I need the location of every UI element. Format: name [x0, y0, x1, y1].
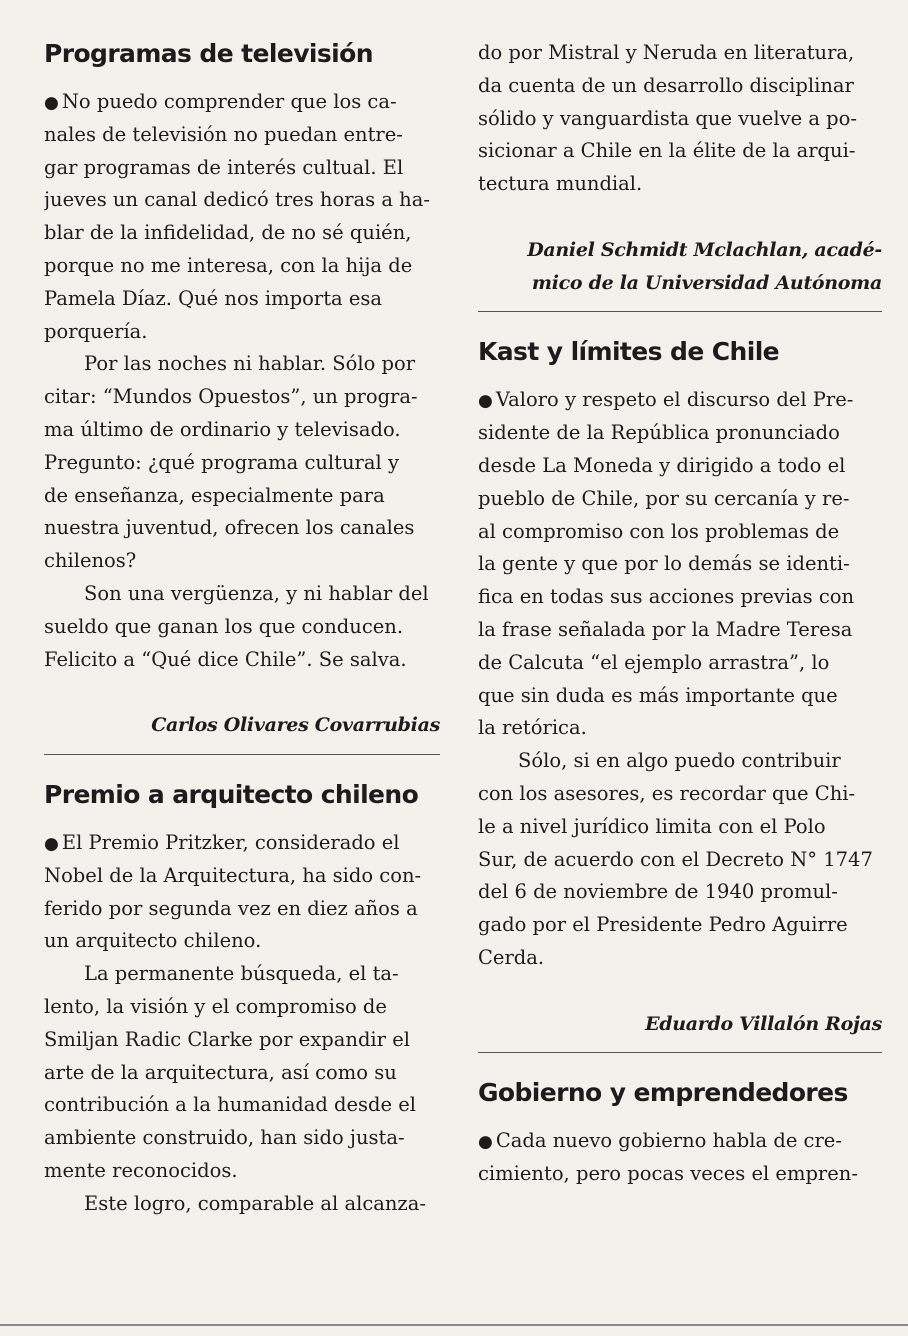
signature-kast: Eduardo Villalón Rojas: [645, 1012, 882, 1035]
article-line: La permanente búsqueda, el ta-: [84, 962, 399, 986]
article-line: arte de la arquitectura, así como su: [44, 1060, 397, 1084]
article-line: le a nivel jurídico limita con el Polo: [478, 814, 826, 838]
article-heading-architect: Premio a arquitecto chileno: [44, 779, 419, 809]
article-line: la frase señalada por la Madre Teresa: [478, 617, 853, 641]
signature-architect-line1: Daniel Schmidt Mclachlan, acadé-: [527, 238, 882, 261]
article-line: Felicito a “Qué dice Chile”. Se salva.: [44, 647, 407, 671]
spacer: [44, 676, 440, 709]
article-line: Cerda.: [478, 945, 545, 969]
article-heading-tv: Programas de televisión: [44, 39, 373, 68]
article-line: mente reconocidos.: [44, 1158, 238, 1182]
bullet-icon: ●: [478, 1132, 493, 1153]
article-line: porquería.: [44, 319, 148, 343]
article-line: contribución a la humanidad desde el: [44, 1093, 417, 1117]
article-line: gado por el Presidente Pedro Aguirre: [478, 913, 848, 937]
article-body-architect-continued: [478, 22, 882, 201]
article-line: de enseñanza, especialmente para: [44, 483, 385, 507]
article-line: jueves un canal dedicó tres horas a ha-: [44, 188, 430, 212]
article-line: ● El Premio Pritzker, considerado el: [44, 830, 400, 854]
article-line: Sur, de acuerdo con el Decreto N° 1747: [478, 847, 873, 871]
article-line: un arquitecto chileno.: [44, 929, 262, 953]
article-line: con los asesores, es recordar que Chi-: [478, 781, 856, 805]
article-line: Son una vergüenza, y ni hablar del: [84, 581, 429, 605]
article-line: blar de la infidelidad, de no sé quién,: [44, 221, 412, 245]
divider: [44, 754, 440, 755]
bullet-icon: ●: [44, 93, 59, 113]
article-body-architect: [44, 827, 440, 1221]
article-line: citar: “Mundos Opuestos”, un progra-: [44, 385, 418, 409]
article-line: desde La Moneda y dirigido a todo el: [478, 453, 846, 477]
signature-tv: Carlos Olivares Covarrubias: [151, 714, 440, 737]
article-line: da cuenta de un desarrollo disciplinar: [478, 73, 854, 97]
bullet-icon: ●: [44, 833, 59, 854]
article-line: ● Valoro y respeto el discurso del Pre-: [478, 388, 854, 412]
article-line: sicionar a Chile en la élite de la arqui-: [478, 139, 856, 163]
article-line: fica en todas sus acciones previas con: [478, 585, 855, 609]
article-line: Nobel de la Arquitectura, ha sido con-: [44, 863, 422, 887]
article-line: sólido y vanguardista que vuelve a po-: [478, 106, 857, 130]
article-line: nales de televisión no puedan entre-: [44, 122, 403, 146]
article-line: ● No puedo comprender que los ca-: [44, 90, 397, 113]
left-column: [44, 22, 440, 1221]
divider: [478, 1052, 882, 1053]
article-line: ● Cada nuevo gobierno habla de cre-: [478, 1129, 842, 1153]
article-line: ma último de ordinario y televisado.: [44, 417, 401, 441]
article-line: sidente de la República pronunciado: [478, 421, 840, 445]
article-body-gobierno: [478, 1125, 882, 1191]
article-line: Smiljan Radic Clarke por expandir el: [44, 1027, 410, 1051]
article-line: chilenos?: [44, 549, 137, 573]
article-line: nuestra juventud, ofrecen los canales: [44, 516, 415, 540]
article-body-kast: [478, 384, 882, 974]
spacer: [478, 201, 882, 234]
article-body-tv: [44, 86, 440, 676]
article-heading-kast: Kast y límites de Chile: [478, 337, 780, 367]
divider: [478, 311, 882, 312]
article-line: de Calcuta “el ejemplo arrastra”, lo: [478, 650, 830, 674]
article-line: tectura mundial.: [478, 172, 643, 196]
article-line: que sin duda es más importante que: [478, 683, 838, 707]
article-line: la gente y que por lo demás se identi-: [478, 552, 850, 576]
article-line: do por Mistral y Neruda en literatura,: [478, 41, 855, 64]
article-line: del 6 de noviembre de 1940 promul-: [478, 880, 838, 904]
article-line: porque no me interesa, con la hija de: [44, 253, 413, 277]
right-column: [478, 22, 882, 1191]
article-line: Este logro, comparable al alcanza-: [84, 1191, 426, 1215]
article-line: ambiente construido, han sido justa-: [44, 1126, 405, 1150]
article-line: al compromiso con los problemas de: [478, 519, 840, 543]
article-line: cimiento, pero pocas veces el empren-: [478, 1162, 858, 1186]
article-line: Pregunto: ¿qué programa cultural y: [44, 450, 399, 474]
article-line: pueblo de Chile, por su cercanía y re-: [478, 486, 850, 510]
article-line: Sólo, si en algo puedo contribuir: [518, 749, 841, 773]
signature-architect-line2: mico de la Universidad Autónoma: [531, 271, 882, 294]
article-line: Pamela Díaz. Qué nos importa esa: [44, 286, 383, 310]
article-line: Por las noches ni hablar. Sólo por: [84, 352, 416, 376]
page-bottom-edge: [0, 1324, 908, 1326]
spacer: [478, 975, 882, 1008]
article-line: la retórica.: [478, 716, 587, 740]
article-line: gar programas de interés cultual. El: [44, 155, 404, 179]
article-line: lento, la visión y el compromiso de: [44, 994, 387, 1018]
bullet-icon: ●: [478, 391, 493, 412]
article-line: sueldo que ganan los que conducen.: [44, 614, 404, 638]
article-heading-gobierno: Gobierno y emprendedores: [478, 1078, 848, 1108]
article-line: ferido por segunda vez en diez años a: [44, 896, 418, 920]
left-edge-cut-text: [0, 0, 10, 1336]
